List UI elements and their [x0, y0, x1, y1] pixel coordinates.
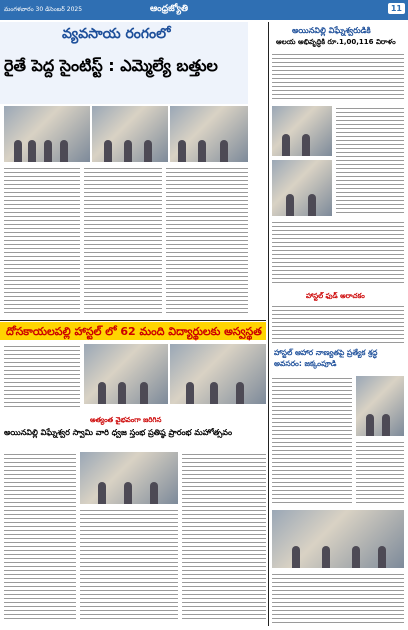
lead-kicker: వ్యవసాయ రంగంలో [62, 26, 171, 42]
side-column-5 [272, 376, 352, 506]
side-donation-headline: ఆలయ అభివృద్ధికి రూ.1,00,116 విరాళం [276, 38, 396, 46]
hostel-photo-1 [84, 344, 168, 404]
divider [0, 320, 266, 321]
lead-column-2 [84, 166, 162, 316]
column-separator [268, 22, 269, 626]
lead-photo-2 [92, 106, 168, 162]
side-column-7 [272, 572, 404, 624]
side-column-2 [336, 106, 404, 216]
side-hostel-headline: హాస్టల్ ఆహార నాణ్యతపై ప్రత్యేక శ్రద్ధ అవసరం: జక్కంపూడి [274, 348, 378, 368]
lead-headline-block [0, 22, 248, 104]
lead-column-1 [4, 166, 80, 316]
side-mid-heading: హాస్టల్ ఫుడ్ అరాచకం [306, 292, 365, 300]
side-photo-3 [356, 376, 404, 436]
lead-photo-3 [170, 106, 248, 162]
temple-column-2 [80, 508, 178, 622]
hostel-column-1 [4, 344, 80, 410]
temple-photo-1 [80, 452, 178, 504]
side-column-1 [272, 52, 404, 102]
temple-column-1 [4, 452, 76, 622]
temple-kicker: అత్యంత వైభవంగా జరిగిన [90, 416, 162, 424]
brand-name: ఆంధ్రజ్యోతి [150, 4, 189, 14]
hostel-story-banner [0, 322, 266, 340]
lead-photo-1 [4, 106, 90, 162]
hostel-photo-2 [170, 344, 266, 404]
lead-column-3 [166, 166, 248, 316]
page-number: 11 [388, 3, 405, 14]
temple-headline: అయినవిల్లి విఘ్నేశ్వర స్వామి వారి ధ్వజ స్తంభ ప్రతిష్ఠ ప్రారంభ మహోత్సవం [4, 428, 233, 437]
lead-headline: రైతే పెద్ద సైంటిస్ట్ : ఎమ్మెల్యే బత్తుల [4, 56, 218, 75]
masthead [0, 0, 408, 20]
issue-date: మంగళవారం 30 డిసెంబర్ 2025 [4, 6, 83, 13]
side-column-3 [272, 220, 404, 286]
side-photo-2 [272, 160, 332, 216]
side-photo-1 [272, 106, 332, 156]
side-column-6 [356, 440, 404, 506]
side-column-4 [272, 304, 404, 344]
temple-column-3 [182, 452, 266, 622]
side-photo-4 [272, 510, 404, 568]
side-top-heading: అయినవిల్లి విఘ్నేశ్వరుడికి [292, 26, 371, 35]
hostel-story-headline: దోసకాయలపల్లి హాస్టల్ లో 62 మంది విద్యార్థులకు అస్వస్థత [6, 325, 262, 338]
